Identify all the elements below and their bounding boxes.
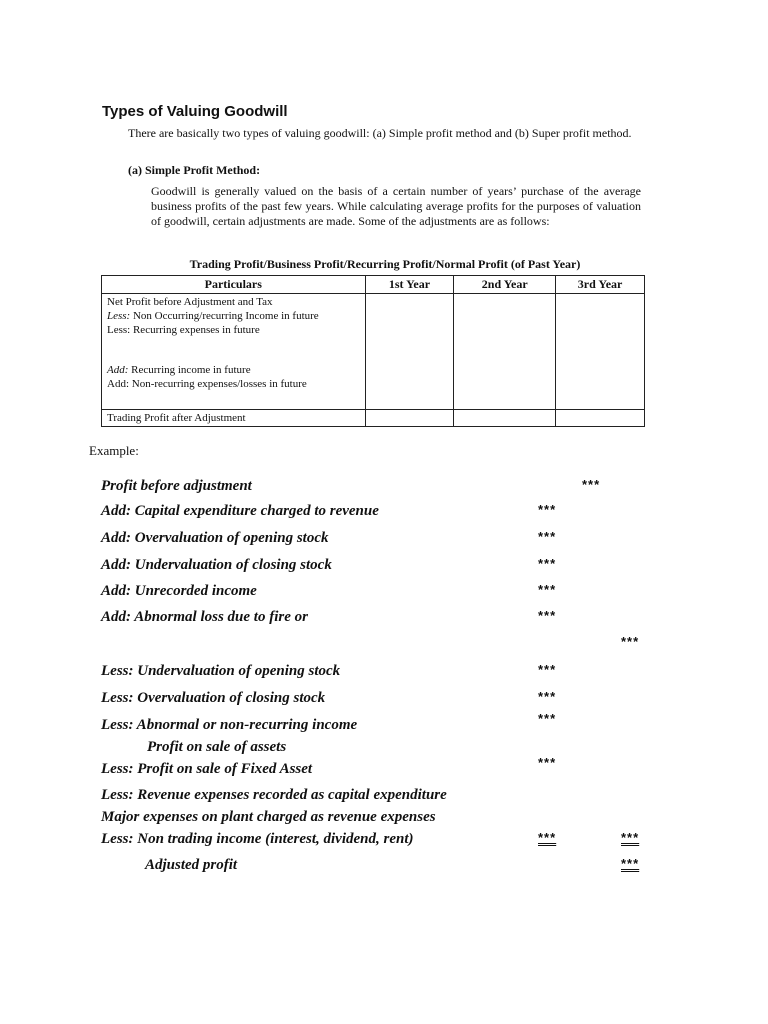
stars-amount: ***	[538, 662, 557, 677]
stars-total: ***	[621, 856, 640, 871]
particular-prefix: Less:	[107, 310, 131, 322]
example-row: Major expenses on plant charged as revenue expenses	[101, 809, 436, 825]
column-header: Particulars	[102, 276, 366, 294]
example-row: Add: Unrecorded income	[101, 583, 257, 599]
year-cell	[556, 410, 645, 427]
example-row: Less: Profit on sale of Fixed Asset	[101, 761, 313, 777]
example-row: Add: Capital expenditure charged to revenue	[101, 503, 379, 519]
particular-line: Net Profit before Adjustment and Tax	[107, 296, 273, 308]
year-cell	[454, 294, 556, 410]
example-row: Less: Abnormal or non-recurring income	[101, 717, 358, 733]
particular-prefix: Add:	[107, 364, 129, 376]
stars-amount: ***	[538, 556, 557, 571]
example-row: Add: Abnormal loss due to fire or	[101, 609, 308, 625]
method-paragraph: Goodwill is generally valued on the basis of a certain number of years’ purchase of the average business profits of the past few years. While calculating average profits for the purposes of valuation of goodwill, certain adjustments are made. Some of the adjustments are as follows:	[151, 184, 641, 228]
example-row: Add: Undervaluation of closing stock	[101, 557, 332, 573]
table-row	[102, 410, 645, 427]
particular-line: Add: Non-recurring expenses/losses in future	[107, 378, 307, 390]
year-cell	[365, 294, 454, 410]
section-heading: Types of Valuing Goodwill	[102, 103, 288, 120]
stars-amount: ***	[538, 711, 557, 726]
intro-paragraph: There are basically two types of valuing goodwill: (a) Simple profit method and (b) Super profit method.	[128, 126, 632, 140]
example-row: Less: Undervaluation of opening stock	[101, 663, 341, 679]
example-row: Less: Non trading income (interest, dividend, rent)	[101, 831, 414, 847]
stars-amount: ***	[538, 582, 557, 597]
stars-amount: ***	[538, 608, 557, 623]
particular-text: Recurring income in future	[128, 364, 251, 376]
table-title: Trading Profit/Business Profit/Recurring Profit/Normal Profit (of Past Year)	[189, 257, 581, 271]
particular-line	[107, 309, 360, 323]
stars-amount: ***	[538, 755, 557, 770]
stars-amount: ***	[538, 529, 557, 544]
example-row: Less: Overvaluation of closing stock	[101, 690, 326, 706]
particular-line	[107, 363, 360, 377]
example-row: Less: Revenue expenses recorded as capital expenditure	[101, 787, 447, 803]
table-header-row	[102, 276, 645, 294]
stars-amount: ***	[538, 830, 557, 845]
table-row	[102, 294, 645, 410]
example-row: Profit on sale of assets	[147, 739, 287, 755]
particular-line: Less: Recurring expenses in future	[107, 324, 260, 336]
particular-text: Non Occurring/recurring Income in future	[130, 310, 319, 322]
example-label: Example:	[89, 443, 139, 458]
stars-total: ***	[582, 477, 601, 492]
example-row: Add: Overvaluation of opening stock	[101, 530, 329, 546]
adjustment-table	[101, 275, 645, 427]
example-row: Adjusted profit	[145, 857, 238, 873]
column-header: 2nd Year	[454, 276, 556, 294]
column-header: 1st Year	[365, 276, 454, 294]
stars-total: ***	[621, 830, 640, 845]
particulars-cell: Trading Profit after Adjustment	[102, 410, 366, 427]
year-cell	[556, 294, 645, 410]
column-header: 3rd Year	[556, 276, 645, 294]
stars-total: ***	[621, 634, 640, 649]
stars-amount: ***	[538, 689, 557, 704]
example-row: Profit before adjustment	[101, 478, 252, 494]
stars-amount: ***	[538, 502, 557, 517]
subheading: (a) Simple Profit Method:	[128, 163, 261, 177]
particulars-cell	[102, 294, 366, 410]
year-cell	[365, 410, 454, 427]
year-cell	[454, 410, 556, 427]
spacer	[107, 337, 360, 363]
